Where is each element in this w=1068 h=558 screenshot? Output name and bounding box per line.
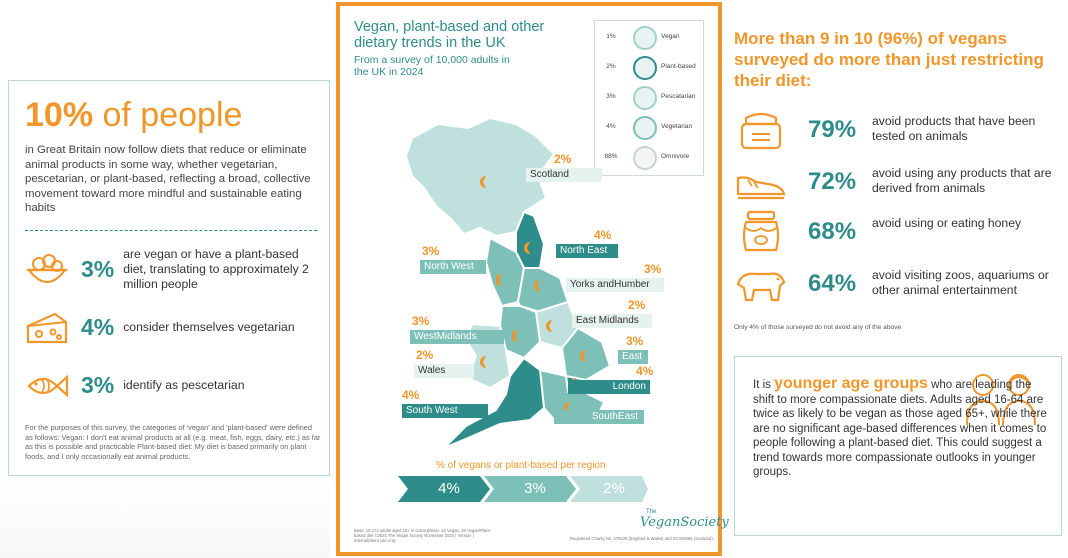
avoid-row-tested	[734, 108, 1064, 156]
footer-charity-note: Registered Charity No. 279228 (England & Wales) and SC049495 (Scotland)	[570, 536, 713, 541]
region-label-north-east: North East	[556, 244, 618, 258]
stat-row-pescetarian	[25, 357, 315, 415]
region-pct-east-midlands: 2%	[628, 298, 646, 312]
headline: 10% of people	[25, 96, 243, 134]
left-panel	[8, 80, 330, 476]
region-label-east-midlands: East Midlands	[572, 314, 652, 328]
avoid-text: avoid using any products that are derived from animals	[872, 166, 1052, 196]
legend-item-vegan: 1% Vegan	[595, 25, 705, 51]
region-label-south-west: South West	[402, 404, 488, 418]
intro-text: in Great Britain now follow diets that reduce or eliminate animal products in some way, whether vegetarian, pescetarian, or plant-based, reflecting a broad, collective movement toward more mindful and sustainable eating habits	[25, 144, 311, 215]
shoe-icon	[734, 160, 788, 204]
salad-bowl-icon	[25, 250, 69, 290]
scale-4: 4%	[438, 480, 460, 497]
region-pct-scotland: 2%	[554, 152, 572, 166]
cosmetics-jar-icon	[734, 108, 788, 152]
scale-3: 3%	[524, 480, 546, 497]
stat-row-vegan	[25, 241, 315, 299]
logo-the: The	[646, 509, 657, 515]
right-headline: More than 9 in 10 (96%) of vegans surveyed do more than just restricting their diet:	[734, 29, 1044, 90]
avoid-pct: 79%	[808, 116, 857, 143]
fish-icon	[25, 366, 69, 406]
region-label-south-east: SouthEast	[554, 410, 644, 424]
divider	[25, 230, 317, 231]
region-pct-north-east: 4%	[594, 228, 612, 242]
region-pct-london: 4%	[636, 364, 654, 378]
region-pct-east: 3%	[626, 334, 644, 348]
background-fade	[0, 482, 330, 558]
avoid-pct: 64%	[808, 270, 857, 297]
map-title: Vegan, plant-based and other dietary trends in the UK	[354, 19, 545, 51]
map-subtitle: From a survey of 10,000 adults in the UK in 2024	[354, 54, 510, 78]
avoid-note: Only 4% of those surveyed do not avoid any of the above	[734, 324, 902, 331]
legend-item-omnivore: 88% Omnivore	[595, 145, 705, 171]
footnote: For the purposes of this survey, the categories of 'vegan' and 'plant-based' were defined as follows: Vegan: I don't eat animal products at all (e.g. meat, fish, eggs, dairy, etc.) as far as this is possible and practicable Plant-based diet: My diet is based primarily on plant foods, and I only occasionally eat animal products.	[25, 422, 321, 461]
avoid-text: avoid products that have been tested on animals	[872, 114, 1036, 144]
stat-pct: 4%	[81, 314, 115, 341]
region-pct-wales: 2%	[416, 348, 434, 362]
region-label-north-west: North West	[420, 260, 486, 274]
stat-text: are vegan or have a plant-based diet, translating to approximately 2 million people	[123, 247, 309, 292]
avoid-text: avoid using or eating honey	[872, 216, 1022, 230]
stat-text: consider themselves vegetarian	[123, 320, 295, 335]
region-label-yorks: Yorks andHumber	[566, 278, 664, 292]
age-groups-text: It is younger age groups who are leading the shift to more compassionate diets. Adults aged 16-64 are twice as likely to be vegan as those aged 65+, while there are no significant age-based differences when it comes to people following a plant-based diet. This could suggest a trend towards more compassionate outlooks in younger groups.	[753, 375, 1047, 478]
region-label-scotland: Scotland	[526, 168, 602, 182]
avoid-pct: 68%	[808, 218, 857, 245]
center-panel	[336, 2, 729, 556]
stat-pct: 3%	[81, 372, 115, 399]
scale-2: 2%	[603, 480, 625, 497]
region-label-west-midlands: WestMidlands	[410, 330, 504, 344]
region-pct-yorks: 3%	[644, 262, 662, 276]
legend-item-plant-based: 2% Plant-based	[595, 55, 705, 81]
bear-icon	[734, 262, 788, 306]
stat-pct: 3%	[81, 256, 115, 283]
stat-text: identify as pescetarian	[123, 378, 245, 393]
honey-jar-icon	[734, 210, 788, 254]
cheese-icon	[25, 308, 69, 348]
avoid-pct: 72%	[808, 168, 857, 195]
region-pct-north-west: 3%	[422, 244, 440, 258]
age-groups-box	[734, 356, 1062, 536]
legend-item-pescatarian: 3% Pescatarian	[595, 85, 705, 111]
avoid-row-zoos	[734, 262, 1064, 310]
avoid-row-animal-derived	[734, 160, 1064, 208]
stat-row-vegetarian	[25, 299, 315, 357]
uk-region-map	[340, 6, 718, 506]
region-label-east: East	[618, 350, 648, 364]
footer-base-note: Base: 10,174 adults aged 16+ in Great Britain, 22 Vegan, 28 Vegan/Plant-based diet ©2024 The Vegan Society November 2024 | Version | Internal/client use only	[354, 528, 492, 543]
region-pct-west-midlands: 3%	[412, 314, 430, 328]
region-label-wales: Wales	[414, 364, 474, 378]
region-label-london: London	[568, 380, 650, 394]
legend-item-vegetarian: 4% Vegetarian	[595, 115, 705, 141]
map-caption: % of vegans or plant-based per region	[436, 460, 606, 471]
region-pct-south-west: 4%	[402, 388, 420, 402]
avoid-text: avoid visiting zoos, aquariums or other animal entertainment	[872, 268, 1049, 298]
avoid-row-honey	[734, 210, 1064, 258]
vegan-society-logo: VeganSociety	[640, 515, 729, 530]
age-groups-emphasis: younger age groups	[774, 375, 928, 392]
